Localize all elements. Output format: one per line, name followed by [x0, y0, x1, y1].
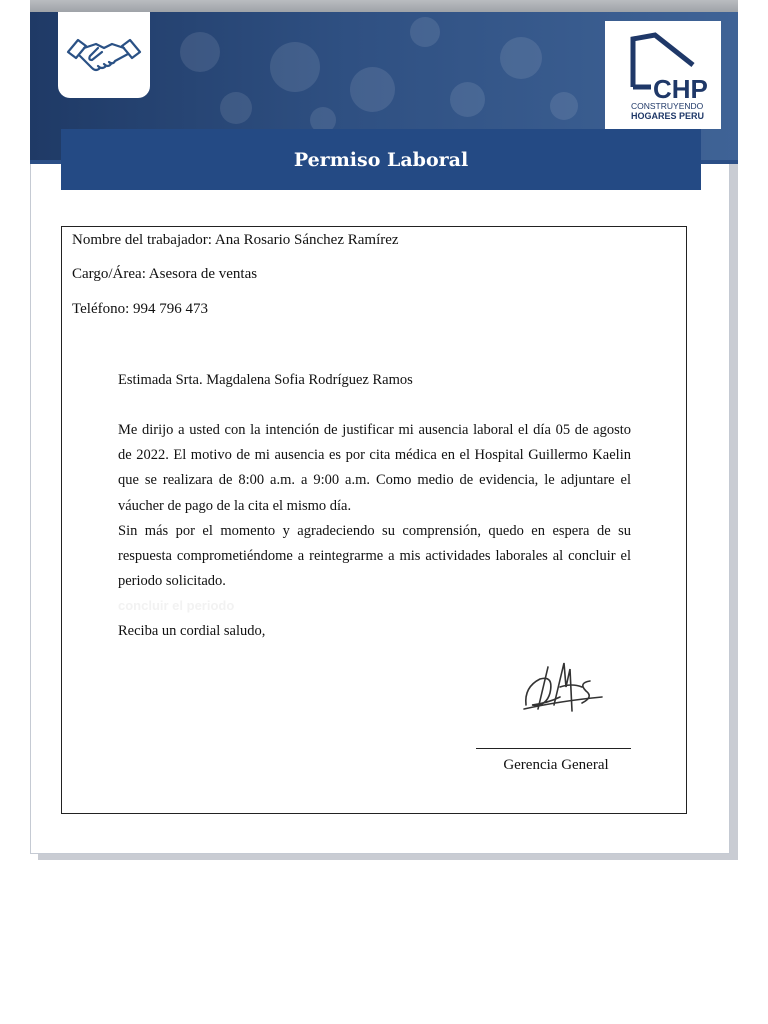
- letter-box: [61, 226, 687, 814]
- salutation: Estimada Srta. Magdalena Sofia Rodríguez Ramos: [118, 372, 413, 388]
- logo-mark: CHP: [653, 74, 708, 104]
- icon-box: [58, 12, 150, 98]
- worker-name-field: Nombre del trabajador: Ana Rosario Sánchez Ramírez: [72, 232, 399, 248]
- signature-line: [476, 748, 631, 749]
- page-title: Permiso Laboral: [293, 148, 469, 171]
- letter-paragraph-2: Sin más por el momento y agradeciendo su comprensión, quedo en espera de su respuesta comprometiéndome a reintegrarme a mis actividades laborales al concluir el periodo solicitado.: [118, 523, 631, 590]
- position-field: Cargo/Área: Asesora de ventas: [72, 266, 258, 282]
- faint-text: concluir el periodo: [118, 598, 235, 613]
- logo-tagline: CONSTRUYENDO: [631, 101, 704, 111]
- closing: Reciba un cordial saludo,: [118, 623, 266, 639]
- company-logo: [605, 21, 721, 129]
- logo-tagline: HOGARES PERU: [631, 111, 705, 121]
- signature-image: [520, 657, 610, 717]
- handshake-icon: [58, 12, 150, 98]
- letter-paragraph-1: Me dirijo a usted con la intención de justificar mi ausencia laboral el día 05 de agosto de 2022. El motivo de mi ausencia es por cita médica en el Hospital Guillermo Kaelin que se realizara de 8:00 a.m. a 9:00 a.m. Como medio de evidencia, le adjuntare el váucher de pago de la cita el mismo día.: [118, 422, 631, 514]
- signature-label: Gerencia General: [503, 757, 609, 773]
- top-gray-band: [30, 0, 738, 12]
- phone-field: Teléfono: 994 796 473: [72, 301, 209, 317]
- title-bar: [61, 129, 701, 190]
